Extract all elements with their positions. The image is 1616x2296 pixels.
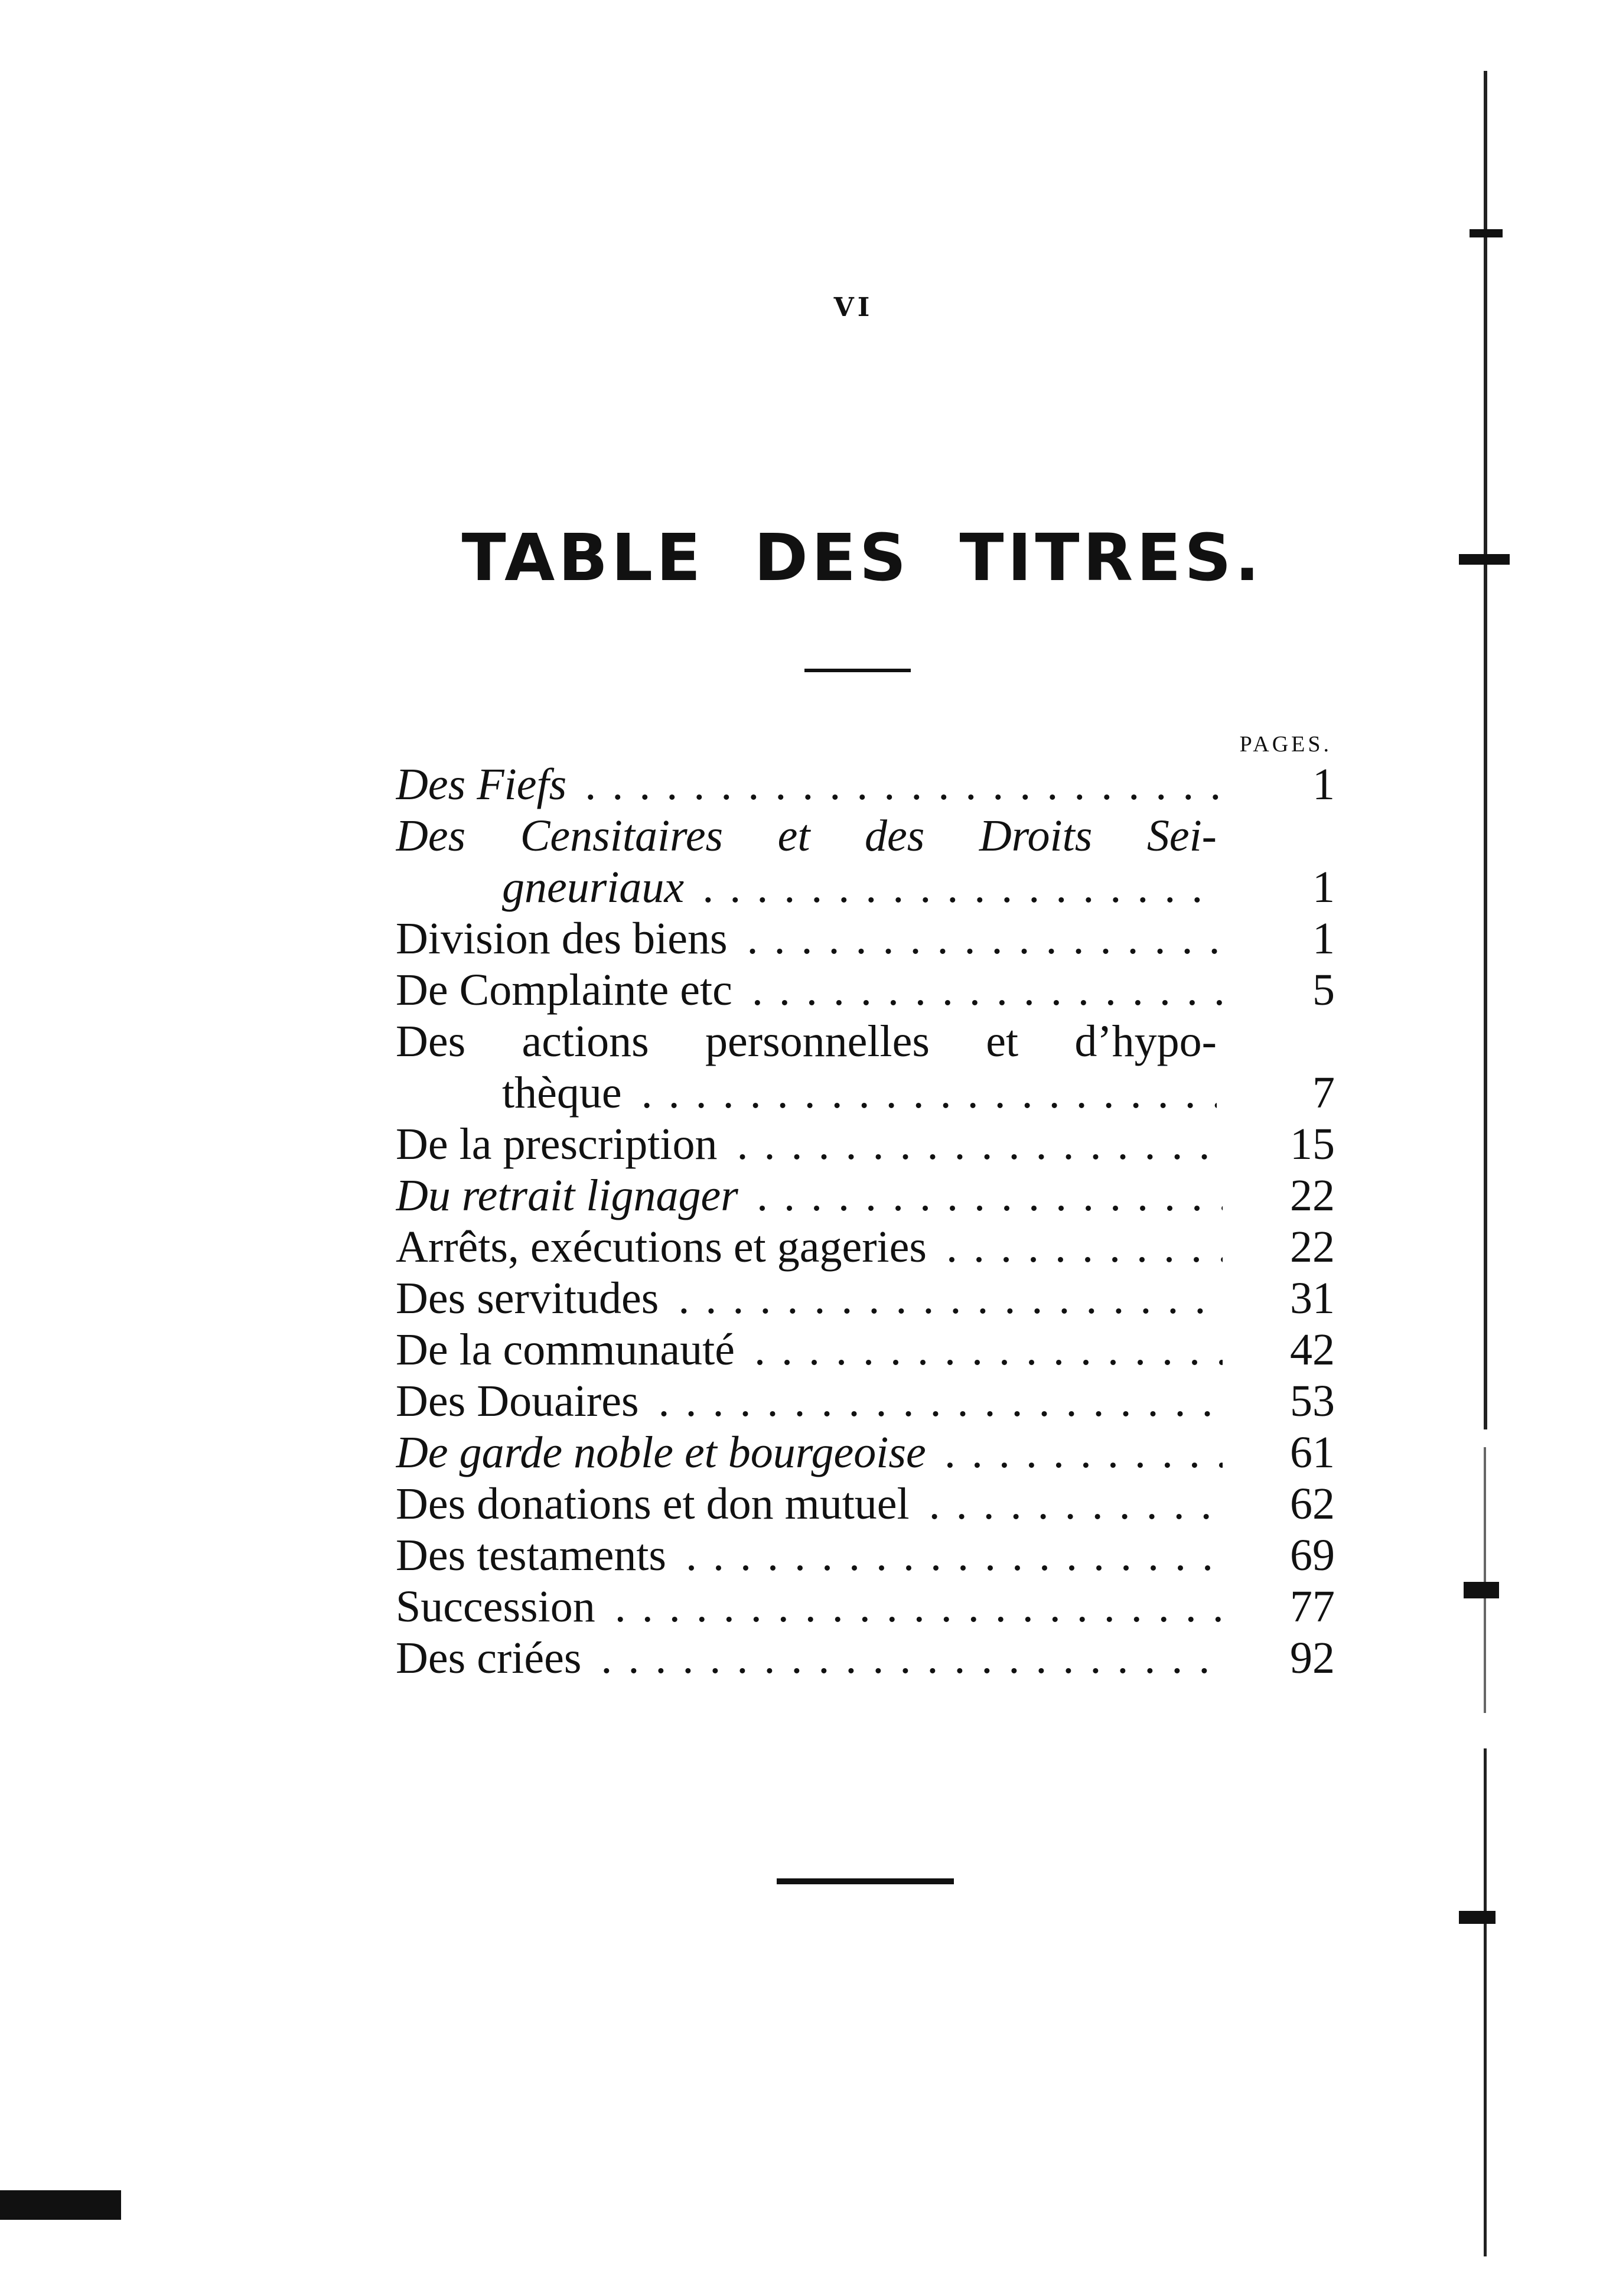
toc-entry-title [396,1633,1223,1684]
title-rule [804,669,911,672]
toc-entry-page: 62 [1290,1479,1335,1529]
toc-entry-page: 1 [1312,914,1335,963]
toc-entry-title [396,1324,1223,1376]
binding-mark [1470,229,1503,237]
toc-entry [396,1581,1335,1633]
pages-column-header: PAGES. [1239,732,1332,757]
toc-entry [396,1273,1335,1324]
toc-entry-page: 5 [1312,965,1335,1015]
toc-entry [396,1222,1335,1273]
toc-entry-title [396,759,1223,810]
toc-entry-page: 22 [1290,1222,1335,1272]
toc-entry [396,913,1335,965]
toc-entry-page: 1 [1312,862,1335,912]
toc-entry-title [396,1016,1223,1067]
toc-entry-label: Des actions personnelles et d’hypo- [396,1017,1223,1066]
page-title: TABLE DES TITRES. [461,520,1263,595]
toc-entry-label: Des donations et don mutuel [396,1479,915,1529]
toc-entry-title [396,1222,1223,1273]
toc-entry-title [396,810,1223,862]
toc-entry-page: 53 [1290,1376,1335,1426]
toc-entry-title [502,1067,1217,1119]
toc-entry-label: Des servitudes [396,1274,664,1323]
toc-entry [396,1170,1335,1222]
toc-entry-page: 69 [1290,1530,1335,1580]
binding-edge [1484,71,1487,1429]
toc-entry-label: Des testaments [396,1530,672,1580]
toc-entry-title [396,1119,1223,1170]
toc-entry-title [396,1273,1223,1324]
toc-entry-label: Des Fiefs [396,760,572,809]
toc-entry-title [396,1427,1223,1478]
toc-entry-page: 22 [1290,1171,1335,1220]
toc-entry [396,1376,1335,1427]
toc-entry-title [502,862,1217,913]
toc-entry-title [396,913,1223,965]
toc-entry [396,1324,1335,1376]
toc-entry-label: Des Censitaires et des Droits Sei- [396,811,1223,861]
binding-mark [1464,1582,1499,1598]
binding-mark [1459,554,1510,565]
toc-entry-title [396,1581,1223,1633]
toc-entry [396,810,1335,862]
toc-entry-title [396,1170,1223,1222]
toc-entry-label: De la communauté [396,1325,741,1375]
toc-entry-label: Du retrait lignager [396,1171,744,1220]
toc-entry [396,1016,1335,1067]
toc-entry-title [396,1478,1223,1530]
toc-entry [396,862,1335,913]
toc-entry-title [396,1530,1223,1581]
toc-entry-label: De garde noble et bourgeoise [396,1428,932,1477]
toc-entry-label: De Complainte etc [396,965,738,1015]
toc-entry-label: gneuriaux [502,862,690,912]
toc-entry [396,1119,1335,1170]
toc-entry-label: Arrêts, exécutions et gageries [396,1222,933,1272]
toc-entry [396,1067,1335,1119]
toc-entry-label: Division des biens [396,914,734,963]
toc-entry-title [396,965,1223,1016]
toc-entry [396,759,1335,810]
toc-entry-label: Des Douaires [396,1376,645,1426]
toc-entry-page: 42 [1290,1325,1335,1375]
binding-mark [1459,1911,1496,1924]
toc-entry-page: 77 [1290,1582,1335,1631]
toc-entry-page: 61 [1290,1428,1335,1477]
toc-entry-label: Succession [396,1582,601,1631]
binding-edge-lower [1484,1748,1487,2256]
closing-rule [777,1878,954,1884]
table-of-contents [396,759,1335,1684]
toc-entry-page: 15 [1290,1119,1335,1169]
binding-edge-faint [1484,1447,1486,1713]
page-number: VI [833,292,874,323]
toc-entry-page: 31 [1290,1274,1335,1323]
toc-entry-page: 1 [1312,760,1335,809]
toc-entry-page: 7 [1312,1068,1335,1118]
toc-entry-page: 92 [1290,1633,1335,1683]
toc-entry [396,965,1335,1016]
scan-artifact [0,2190,121,2220]
toc-entry-label: De la prescription [396,1119,723,1169]
toc-entry-label: Des criées [396,1633,587,1683]
toc-entry-label: thèque [502,1068,628,1118]
toc-entry-title [396,1376,1223,1427]
toc-entry [396,1530,1335,1581]
toc-entry [396,1478,1335,1530]
toc-entry [396,1633,1335,1684]
toc-entry [396,1427,1335,1478]
